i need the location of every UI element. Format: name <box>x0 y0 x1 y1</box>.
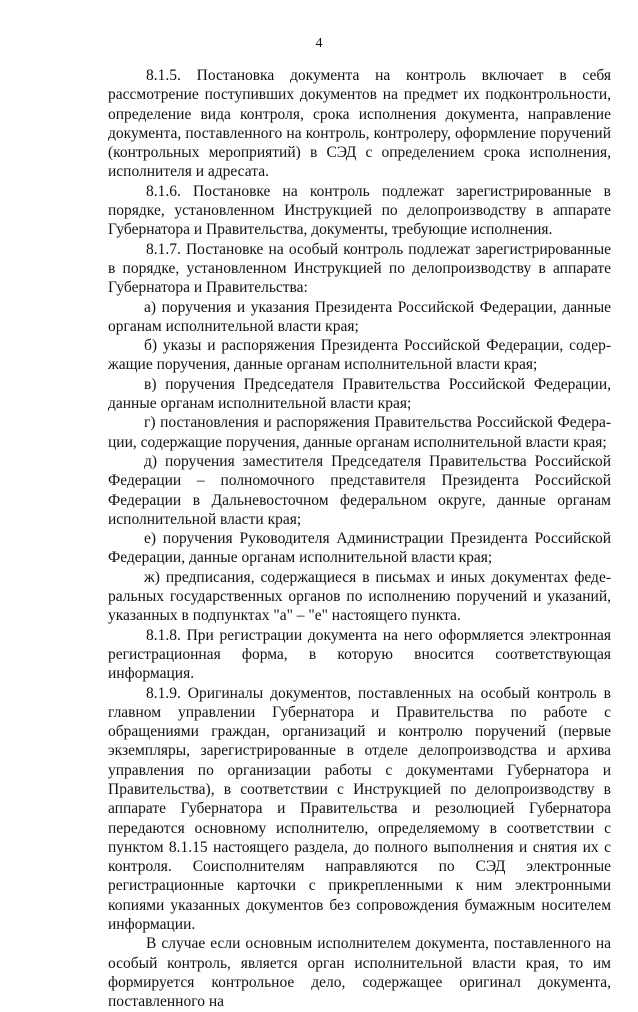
list-item-b: б) указы и распоряжения Президента Российской Федерации, содержащие поручения, данные органам исполнительной власти края; <box>108 337 611 374</box>
paragraph-8-1-6: 8.1.6. Постановке на контроль подлежат зарегистрированные в порядке, установленном Инструкцией по делопроизводству в аппарате Губернатора и Правительства, документы, требующие исполнения. <box>108 182 611 239</box>
paragraph-8-1-8: 8.1.8. При регистрации документа на него оформляется электронная регистрационная форма, в которую вносится соответствующая информация. <box>108 626 611 683</box>
list-item-zh: ж) предписания, содержащиеся в письмах и иных документах федеральных государственных органов по исполнению поручений и указаний, указанных в подпунктах "а" – "е" настоящего пункта. <box>108 568 611 625</box>
paragraph-8-1-9: 8.1.9. Оригиналы документов, поставленных на особый контроль в главном управлении Губернатора и Правительства по работе с обращениями граждан, организаций и контролю поручений (первые экземпляры, зарегистрированные в отделе делопроизводства и архива управления по организации работы с документами Губернатора и Правительства), в соответствии с Инструкцией по делопроизводству в аппарате Губернатора и Правительства и резолюцией Губернатора передаются основному исполнителю, определяемому в соответствии с пунктом 8.1.15 настоящего раздела, до полного выполнения и снятия их с контроля. Соисполнителям направляются по СЭД электронные регистрационные карточки с прикрепленными к ним электронными копиями указанных документов без сопровождения бумажным носителем информации. <box>108 684 611 934</box>
list-item-d: д) поручения заместителя Председателя Правительства Российской Федерации – полномочного представителя Президента Российской Федерации в Дальневосточном федеральном округе, данные органам исполнительной власти края; <box>108 452 611 528</box>
paragraph-special-control: В случае если основным исполнителем документа, поставленного на особый контроль, является орган исполнительной власти края, то им формируется контрольное дело, содержащее оригинал документа, поставленного на <box>108 935 611 1011</box>
list-item-e: е) поручения Руководителя Администрации Президента Российской Федерации, данные органам исполнительной власти края; <box>108 530 611 567</box>
document-body <box>108 66 611 1012</box>
list-item-a: а) поручения и указания Президента Российской Федерации, данные органам исполнительной власти края; <box>108 298 611 335</box>
list-item-g: г) постановления и распоряжения Правительства Российской Федерации, содержащие поручения, данные органам исполнительной власти края; <box>108 414 611 451</box>
paragraph-8-1-7: 8.1.7. Постановке на особый контроль подлежат зарегистрированные в порядке, установленном Инструкцией по делопроизводству в аппарате Губернатора и Правительства: <box>108 240 611 297</box>
list-item-v: в) поручения Председателя Правительства Российской Федерации, данные органам исполнительной власти края; <box>108 375 611 413</box>
page-number: 4 <box>315 36 323 51</box>
paragraph-8-1-5: 8.1.5. Постановка документа на контроль включает в себя рассмотрение поступивших документов на предмет их подконтрольности, определение вида контроля, срока исполнения документа, направление документа, поставленного на контроль, контролеру, оформление поручений (контрольных мероприятий) в СЭД с определением срока исполнения, исполнителя и адресата. <box>108 67 611 181</box>
